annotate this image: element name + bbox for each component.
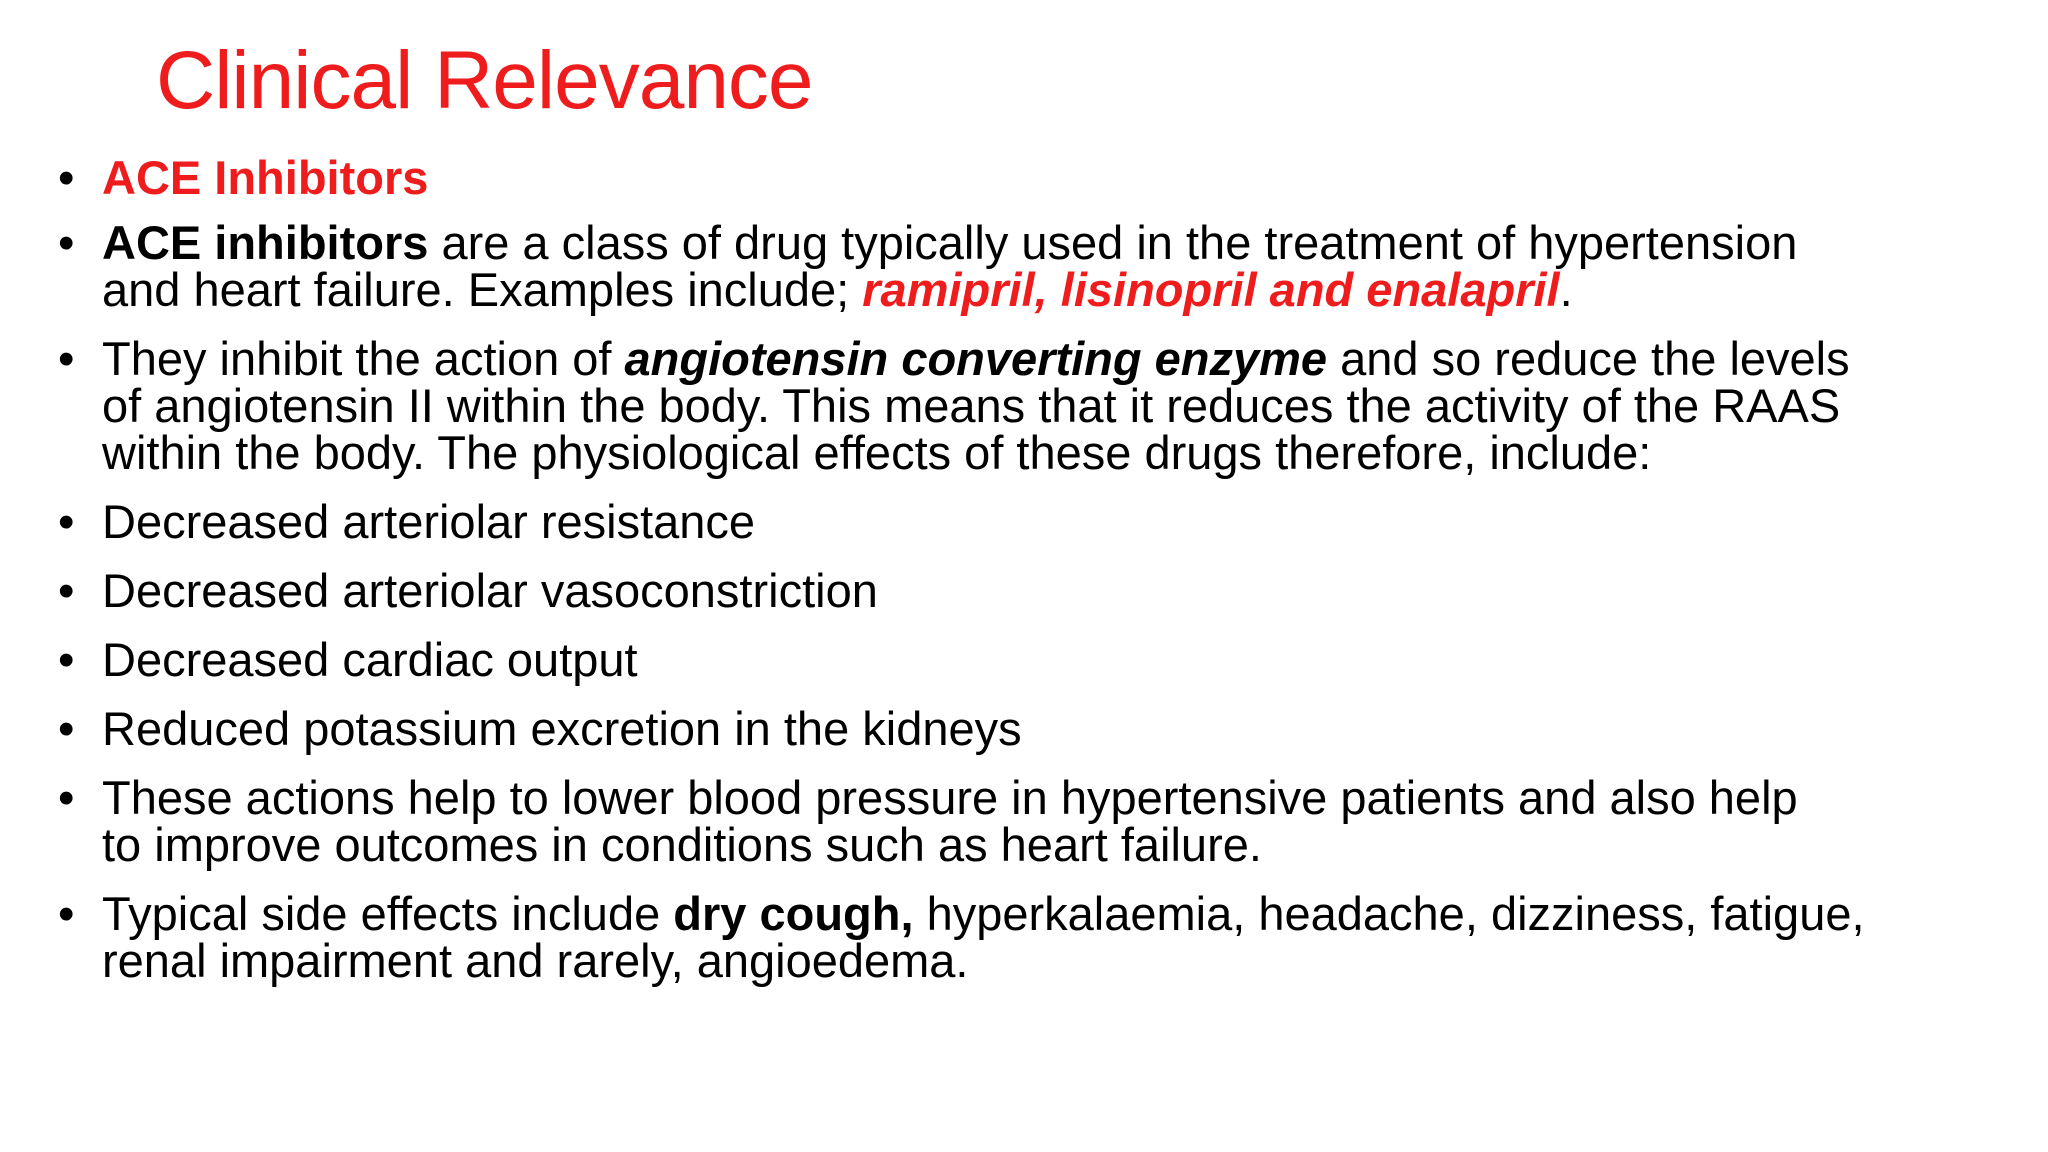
bullet-line: Decreased arteriolar vasoconstriction [102, 564, 878, 617]
text-segment: Typical side effects include [102, 887, 674, 940]
bullet-line: renal impairment and rarely, angioedema. [102, 934, 969, 987]
bullet-effect-vasoconstriction [58, 564, 2018, 617]
enzyme-term: angiotensin converting enzyme [624, 332, 1328, 385]
bullet-line: Decreased cardiac output [102, 633, 638, 686]
slide-title: Clinical Relevance [156, 35, 813, 126]
bullet-line: to improve outcomes in conditions such as heart failure. [102, 818, 1262, 871]
text-segment: of angiotensin II within the body. This means that it reduces the activity of the RAAS [102, 379, 1841, 432]
bullet-effect-resistance [58, 495, 2018, 548]
bullet-line [102, 263, 2018, 316]
bullet-mechanism [58, 332, 2018, 479]
bullet-dot: • [58, 771, 75, 824]
bullet-dot: • [58, 216, 75, 269]
bullet-dot: • [58, 564, 75, 617]
bullet-dot: • [58, 702, 75, 755]
bullet-dot: • [58, 495, 75, 548]
text-segment: They inhibit the action of [102, 332, 625, 385]
text-segment: are a class of drug typically used in the treatment of hypertension [428, 216, 1798, 269]
bullet-line: These actions help to lower blood pressure in hypertensive patients and also help [102, 771, 1798, 824]
bullet-definition [58, 216, 2018, 316]
bullet-dot: • [58, 332, 75, 385]
bullet-line [102, 216, 2018, 269]
bullet-line [102, 332, 2018, 385]
bullet-line [102, 426, 2018, 479]
text-segment: within the body. The physiological effects of these drugs therefore, include: [102, 426, 1652, 479]
bullet-line: Reduced potassium excretion in the kidneys [102, 702, 1022, 755]
drug-examples: ramipril, lisinopril and enalapril [862, 263, 1560, 316]
bullet-text [102, 887, 2018, 987]
dry-cough-term: dry cough, [673, 887, 914, 940]
bullet-effect-potassium [58, 702, 2018, 755]
bullet-text [102, 564, 2018, 617]
text-segment: . [1559, 263, 1573, 316]
bullet-text [102, 771, 2018, 871]
bullet-text [102, 332, 2018, 479]
bullet-dot: • [58, 633, 75, 686]
bullet-line [102, 887, 2018, 940]
bullet-dot: • [58, 887, 75, 940]
bullet-line [102, 151, 2018, 204]
bullet-summary [58, 771, 2018, 871]
heading-text: ACE Inhibitors [102, 151, 429, 204]
bullet-effect-cardiac-output [58, 633, 2018, 686]
bullet-text [102, 151, 2018, 204]
bullet-line: Decreased arteriolar resistance [102, 495, 756, 548]
bullet-text [102, 633, 2018, 686]
bullet-text [102, 495, 2018, 548]
bullet-text [102, 216, 2018, 316]
bullet-side-effects [58, 887, 2018, 987]
bullet-text [102, 702, 2018, 755]
bullet-heading [58, 151, 2018, 204]
text-segment: hyperkalaemia, headache, dizziness, fatigue, [913, 887, 1865, 940]
bold-term: ACE inhibitors [102, 216, 429, 269]
text-segment: and heart failure. Examples include; [102, 263, 863, 316]
bullet-list [58, 150, 2018, 987]
text-segment: and so reduce the levels [1327, 332, 1850, 385]
bullet-line [102, 379, 2018, 432]
bullet-dot: • [58, 151, 75, 204]
